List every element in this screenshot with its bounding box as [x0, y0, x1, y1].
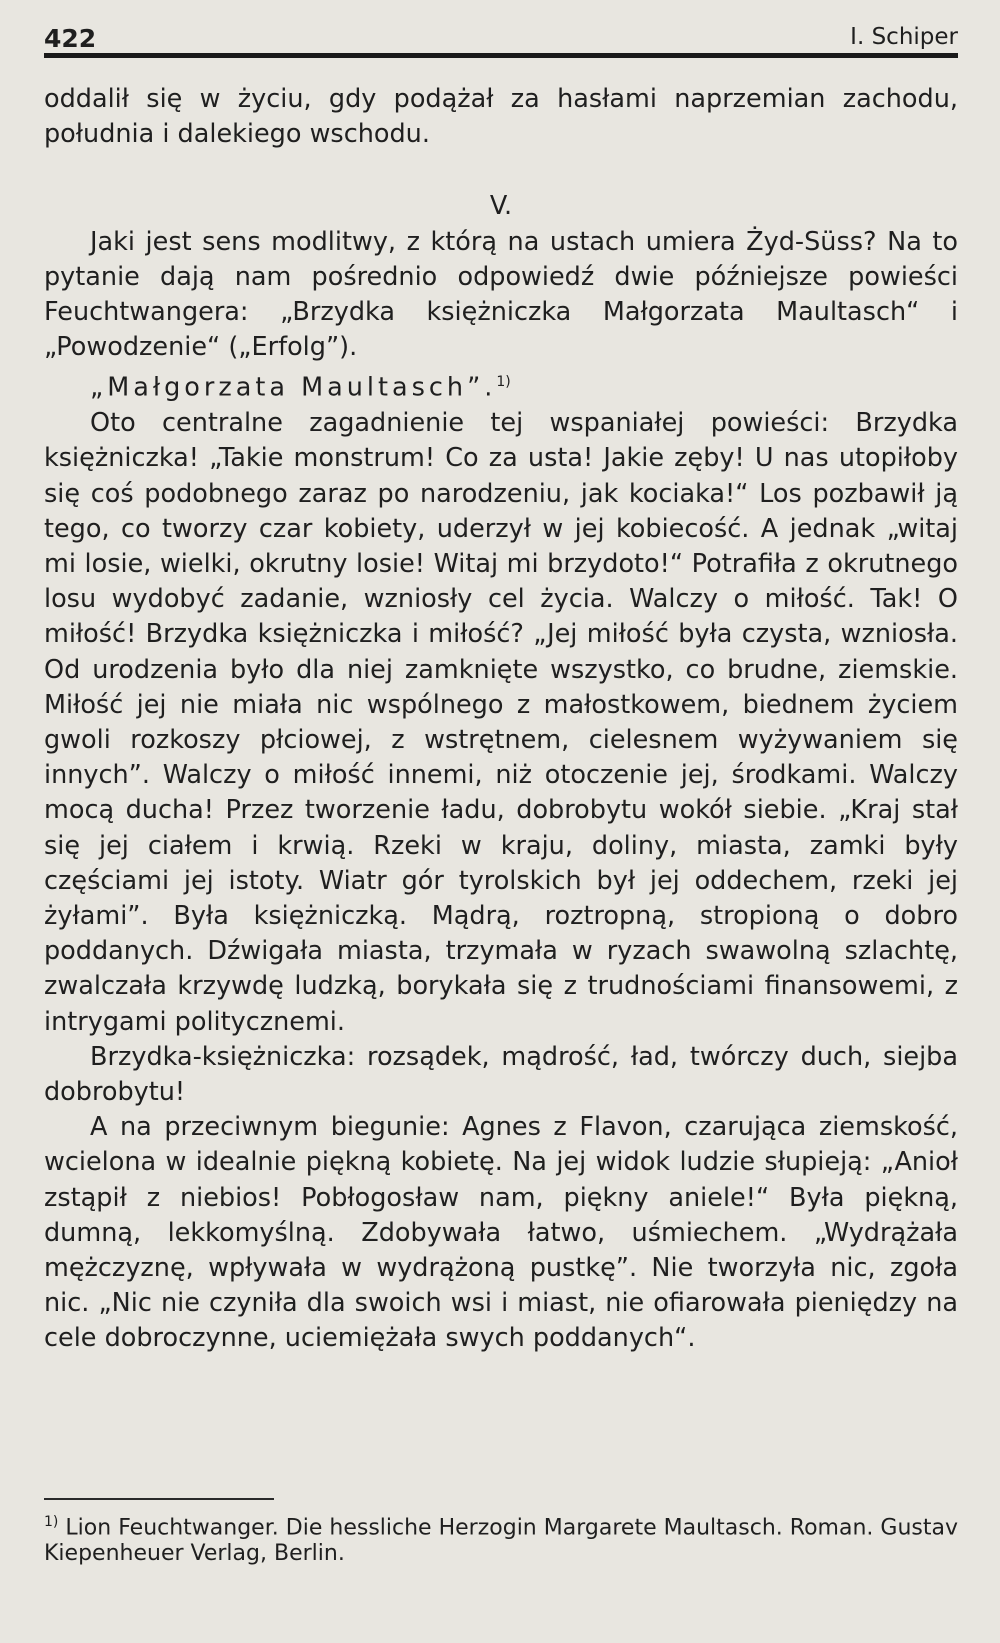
paragraph-5: Brzydka-księżniczka: rozsądek, mądrość, ład, twórczy duch, siejba dobrobytu!	[44, 1041, 958, 1107]
paragraph-4: Oto centralne zagadnienie tej wspaniałej powieści: Brzydka księżniczka! „Takie monstrum! Co za usta! Jakie zęby! U nas utopiłoby się coś podobnego zaraz po narodzeniu, jak kociaka!“ Los pozbawił ją tego, co tworzy czar kobiety, uderzył w jej kobiecość. A jednak „witaj mi losie, wielki, okrutny losie! Witaj mi brzydoto!“ Potrafiła z okrutnego losu wydobyć zadanie, wzniosły cel życia. Walczy o miłość. Tak! O miłość! Brzydka księżniczka i miłość? „Jej miłość była czysta, wzniosła. Od urodzenia było dla niej zamknięte wszystko, co brudne, ziemskie. Miłość jej nie miała nic wspólnego z małostkowem, biednem życiem gwoli rozkoszy płciowej, z wstrętnem, cielesnem wyżywaniem się innych”. Walczy o miłość innemi, niż otoczenie jej, środkami. Walczy mocą ducha! Przez tworzenie ładu, dobrobytu wokół siebie. „Kraj stał się jej ciałem i krwią. Rzeki w kraju, doliny, miasta, zamki były częściami jej istoty. Wiatr gór tyrolskich był jej oddechem, rzeki jej żyłami”. Była księżniczką. Mądrą, roztropną, stropioną o dobro poddanych. Dźwigała miasta, trzymała w ryzach swawolną szlachtę, zwalczała krzywdę ludzką, borykała się z trudnościami finansowemi, z intrygami politycznemi.	[44, 408, 958, 1037]
paragraph-3	[44, 365, 958, 406]
footnote-rule	[44, 1498, 274, 1500]
body-text	[44, 82, 958, 1357]
running-head: I. Schiper	[850, 24, 958, 50]
paragraph-2: Jaki jest sens modlitwy, z którą na ustach umiera Żyd-Süss? Na to pytanie dają nam pośrednio odpowiedź dwie późniejsze powieści Feuchtwangera: „Brzydka księżniczka Małgorzata Maultasch“ i „Powodzenie“ („Erfolg”).	[44, 226, 958, 363]
paragraph-6: A na przeciwnym biegunie: Agnes z Flavon, czarująca ziemskość, wcielona w idealnie piękną kobietę. Na jej widok ludzie słupieją: „Anioł zstąpił z niebios! Pobłogosław nam, piękny aniele!“ Była piękną, dumną, lekkomyślną. Zdobywała łatwo, uśmiechem. „Wydrążała mężczyznę, wpływała w wydrążoną pustkę”. Nie tworzyła nic, zgoła nic. „Nic nie czyniła dla swoich wsi i miast, nie ofiarowała pieniędzy na cele dobroczynne, uciemiężała swych poddanych“.	[44, 1112, 958, 1354]
page-number: 422	[44, 24, 97, 53]
footnote	[44, 1509, 958, 1567]
novel-title: „Małgorzata Maultasch”.	[90, 372, 497, 403]
header-rule	[44, 53, 958, 58]
footnote-ref: 1)	[496, 374, 511, 391]
paragraph-1: oddalił się w życiu, gdy podążał za hasłami naprzemian zachodu, południa i dalekiego wschodu.	[44, 84, 958, 150]
footnote-text: Lion Feuchtwanger. Die hessliche Herzogin Margarete Maultasch. Roman. Gustav Kiepenheuer Verlag, Berlin.	[44, 1515, 958, 1567]
footnote-marker: 1)	[44, 1514, 59, 1530]
section-heading: V.	[489, 191, 513, 222]
